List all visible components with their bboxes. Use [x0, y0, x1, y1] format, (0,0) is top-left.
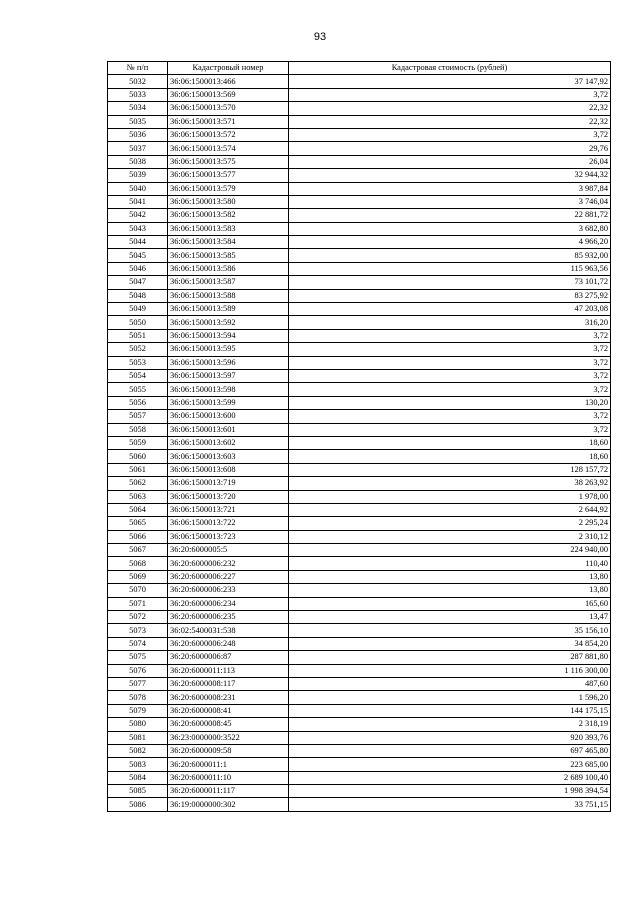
table-row	[108, 249, 611, 262]
cadastral-number-cell: 36:06:1500013:572	[168, 128, 289, 141]
cadastral-value-cell: 37 147,92	[289, 75, 611, 88]
row-number-cell: 5054	[108, 369, 168, 382]
row-number-cell: 5062	[108, 477, 168, 490]
row-number-cell: 5059	[108, 436, 168, 449]
row-number-cell: 5085	[108, 785, 168, 798]
cadastral-number-cell: 36:20:6000008:45	[168, 718, 289, 731]
table-row	[108, 785, 611, 798]
table-row	[108, 704, 611, 717]
cadastral-value-cell: 1 978,00	[289, 490, 611, 503]
cadastral-number-cell: 36:06:1500013:579	[168, 182, 289, 195]
row-number-cell: 5043	[108, 222, 168, 235]
row-number-cell: 5070	[108, 584, 168, 597]
cadastral-number-cell: 36:20:6000006:234	[168, 597, 289, 610]
cadastral-number-cell: 36:06:1500013:585	[168, 249, 289, 262]
table-row	[108, 276, 611, 289]
cadastral-value-cell: 3,72	[289, 383, 611, 396]
cadastral-value-cell: 13,80	[289, 570, 611, 583]
row-number-cell: 5077	[108, 677, 168, 690]
cadastral-number-cell: 36:06:1500013:580	[168, 195, 289, 208]
cadastral-value-cell: 920 393,76	[289, 731, 611, 744]
table-row	[108, 744, 611, 757]
table-row	[108, 142, 611, 155]
cadastral-value-cell: 3 987,84	[289, 182, 611, 195]
cadastral-value-cell: 2 310,12	[289, 530, 611, 543]
cadastral-number-cell: 36:19:0000000:302	[168, 798, 289, 811]
cadastral-value-cell: 130,20	[289, 396, 611, 409]
cadastral-value-cell: 144 175,15	[289, 704, 611, 717]
cadastral-number-cell: 36:02:5400031:538	[168, 624, 289, 637]
cadastral-number-cell: 36:06:1500013:597	[168, 369, 289, 382]
cadastral-value-cell: 128 157,72	[289, 463, 611, 476]
cadastral-number-cell: 36:06:1500013:588	[168, 289, 289, 302]
row-number-cell: 5056	[108, 396, 168, 409]
cadastral-number-cell: 36:20:6000006:233	[168, 584, 289, 597]
row-number-cell: 5049	[108, 303, 168, 316]
cadastral-number-cell: 36:06:1500013:723	[168, 530, 289, 543]
cadastral-value-cell: 110,40	[289, 557, 611, 570]
table-row	[108, 396, 611, 409]
table-row	[108, 584, 611, 597]
table-row	[108, 758, 611, 771]
cadastral-value-cell: 29,76	[289, 142, 611, 155]
row-number-cell: 5061	[108, 463, 168, 476]
row-number-cell: 5081	[108, 731, 168, 744]
table-row	[108, 517, 611, 530]
cadastral-number-cell: 36:20:6000006:235	[168, 611, 289, 624]
cadastral-number-cell: 36:06:1500013:584	[168, 236, 289, 249]
cadastral-value-cell: 3,72	[289, 410, 611, 423]
cadastral-value-cell: 224 940,00	[289, 544, 611, 557]
table-row	[108, 329, 611, 342]
table-row	[108, 303, 611, 316]
row-number-cell: 5058	[108, 423, 168, 436]
row-number-cell: 5071	[108, 597, 168, 610]
cadastral-number-cell: 36:06:1500013:598	[168, 383, 289, 396]
cadastral-value-cell: 33 751,15	[289, 798, 611, 811]
row-number-cell: 5037	[108, 142, 168, 155]
row-number-cell: 5083	[108, 758, 168, 771]
table-row	[108, 691, 611, 704]
cadastral-value-cell: 83 275,92	[289, 289, 611, 302]
row-number-cell: 5048	[108, 289, 168, 302]
cadastral-value-cell: 22,32	[289, 102, 611, 115]
table-row	[108, 771, 611, 784]
table-row	[108, 530, 611, 543]
row-number-cell: 5038	[108, 155, 168, 168]
cadastral-number-cell: 36:06:1500013:601	[168, 423, 289, 436]
table-row	[108, 718, 611, 731]
cadastral-value-cell: 35 156,10	[289, 624, 611, 637]
cadastral-value-cell: 1 596,20	[289, 691, 611, 704]
cadastral-number-cell: 36:06:1500013:582	[168, 209, 289, 222]
row-number-cell: 5045	[108, 249, 168, 262]
cadastral-value-cell: 697 465,80	[289, 744, 611, 757]
cadastral-value-cell: 22 881,72	[289, 209, 611, 222]
cadastral-value-cell: 22,32	[289, 115, 611, 128]
cadastral-number-cell: 36:06:1500013:592	[168, 316, 289, 329]
table-row	[108, 236, 611, 249]
table-row	[108, 262, 611, 275]
table-row	[108, 503, 611, 516]
table-row	[108, 169, 611, 182]
cadastral-value-cell: 3,72	[289, 329, 611, 342]
row-number-cell: 5041	[108, 195, 168, 208]
table-row	[108, 651, 611, 664]
row-number-cell: 5066	[108, 530, 168, 543]
cadastral-value-cell: 38 263,92	[289, 477, 611, 490]
row-number-cell: 5052	[108, 343, 168, 356]
row-number-cell: 5042	[108, 209, 168, 222]
row-number-cell: 5076	[108, 664, 168, 677]
table-row	[108, 463, 611, 476]
cadastral-number-cell: 36:20:6000008:41	[168, 704, 289, 717]
row-number-cell: 5068	[108, 557, 168, 570]
table-row	[108, 731, 611, 744]
cadastral-value-cell: 3,72	[289, 343, 611, 356]
row-number-cell: 5032	[108, 75, 168, 88]
cadastral-value-cell: 4 966,20	[289, 236, 611, 249]
cadastral-number-cell: 36:06:1500013:608	[168, 463, 289, 476]
table-row	[108, 436, 611, 449]
cadastral-value-cell: 165,60	[289, 597, 611, 610]
cadastral-number-cell: 36:06:1500013:571	[168, 115, 289, 128]
cadastral-value-cell: 2 689 100,40	[289, 771, 611, 784]
cadastral-value-cell: 3,72	[289, 356, 611, 369]
cadastral-value-cell: 18,60	[289, 436, 611, 449]
cadastral-number-cell: 36:06:1500013:600	[168, 410, 289, 423]
column-header-number: № п/п	[108, 62, 168, 75]
table-row	[108, 383, 611, 396]
table-row	[108, 209, 611, 222]
table-row	[108, 75, 611, 88]
page-number: 93	[313, 31, 327, 43]
cadastral-number-cell: 36:06:1500013:574	[168, 142, 289, 155]
table-row	[108, 369, 611, 382]
cadastral-number-cell: 36:20:6000011:1	[168, 758, 289, 771]
row-number-cell: 5044	[108, 236, 168, 249]
row-number-cell: 5051	[108, 329, 168, 342]
cadastral-number-cell: 36:06:1500013:602	[168, 436, 289, 449]
cadastral-value-cell: 32 944,32	[289, 169, 611, 182]
table-header-row	[108, 62, 611, 75]
cadastral-number-cell: 36:06:1500013:722	[168, 517, 289, 530]
table-row	[108, 677, 611, 690]
table-row	[108, 155, 611, 168]
row-number-cell: 5046	[108, 262, 168, 275]
cadastral-number-cell: 36:06:1500013:721	[168, 503, 289, 516]
cadastral-number-cell: 36:23:0000000:3522	[168, 731, 289, 744]
cadastral-number-cell: 36:20:6000006:248	[168, 637, 289, 650]
cadastral-value-cell: 34 854,20	[289, 637, 611, 650]
row-number-cell: 5060	[108, 450, 168, 463]
row-number-cell: 5069	[108, 570, 168, 583]
cadastral-value-cell: 47 203,08	[289, 303, 611, 316]
row-number-cell: 5084	[108, 771, 168, 784]
cadastral-number-cell: 36:20:6000008:117	[168, 677, 289, 690]
table-row	[108, 637, 611, 650]
cadastral-number-cell: 36:06:1500013:570	[168, 102, 289, 115]
cadastral-value-cell: 3,72	[289, 369, 611, 382]
cadastral-value-cell: 3 746,04	[289, 195, 611, 208]
row-number-cell: 5064	[108, 503, 168, 516]
row-number-cell: 5073	[108, 624, 168, 637]
cadastral-number-cell: 36:06:1500013:586	[168, 262, 289, 275]
cadastral-value-cell: 18,60	[289, 450, 611, 463]
table-row	[108, 343, 611, 356]
row-number-cell: 5050	[108, 316, 168, 329]
table-row	[108, 611, 611, 624]
cadastral-number-cell: 36:20:6000008:231	[168, 691, 289, 704]
table-row	[108, 664, 611, 677]
cadastral-number-cell: 36:06:1500013:596	[168, 356, 289, 369]
cadastral-value-cell: 316,20	[289, 316, 611, 329]
cadastral-value-cell: 223 685,00	[289, 758, 611, 771]
cadastral-number-cell: 36:20:6000006:87	[168, 651, 289, 664]
row-number-cell: 5082	[108, 744, 168, 757]
cadastral-value-cell: 1 998 394,54	[289, 785, 611, 798]
row-number-cell: 5063	[108, 490, 168, 503]
table-row	[108, 798, 611, 811]
cadastral-value-cell: 3 682,80	[289, 222, 611, 235]
table-row	[108, 410, 611, 423]
row-number-cell: 5067	[108, 544, 168, 557]
row-number-cell: 5034	[108, 102, 168, 115]
cadastral-number-cell: 36:20:6000006:227	[168, 570, 289, 583]
table-row	[108, 490, 611, 503]
cadastral-value-cell: 2 295,24	[289, 517, 611, 530]
cadastral-value-cell: 115 963,56	[289, 262, 611, 275]
cadastral-value-cell: 3,72	[289, 128, 611, 141]
table-row	[108, 557, 611, 570]
cadastral-number-cell: 36:06:1500013:569	[168, 88, 289, 101]
row-number-cell: 5057	[108, 410, 168, 423]
cadastral-value-cell: 287 881,80	[289, 651, 611, 664]
cadastral-number-cell: 36:06:1500013:719	[168, 477, 289, 490]
table-row	[108, 570, 611, 583]
cadastral-number-cell: 36:20:6000009:58	[168, 744, 289, 757]
row-number-cell: 5035	[108, 115, 168, 128]
table-row	[108, 316, 611, 329]
table-row	[108, 195, 611, 208]
cadastral-number-cell: 36:20:6000011:113	[168, 664, 289, 677]
cadastral-value-cell: 13,47	[289, 611, 611, 624]
row-number-cell: 5079	[108, 704, 168, 717]
cadastral-value-cell: 26,04	[289, 155, 611, 168]
row-number-cell: 5039	[108, 169, 168, 182]
row-number-cell: 5078	[108, 691, 168, 704]
cadastral-value-cell: 73 101,72	[289, 276, 611, 289]
cadastral-number-cell: 36:06:1500013:599	[168, 396, 289, 409]
row-number-cell: 5065	[108, 517, 168, 530]
row-number-cell: 5040	[108, 182, 168, 195]
cadastral-number-cell: 36:06:1500013:595	[168, 343, 289, 356]
row-number-cell: 5074	[108, 637, 168, 650]
row-number-cell: 5053	[108, 356, 168, 369]
cadastral-number-cell: 36:06:1500013:603	[168, 450, 289, 463]
table-row	[108, 423, 611, 436]
table-row	[108, 477, 611, 490]
row-number-cell: 5033	[108, 88, 168, 101]
cadastral-number-cell: 36:06:1500013:589	[168, 303, 289, 316]
cadastral-value-cell: 85 932,00	[289, 249, 611, 262]
cadastral-number-cell: 36:06:1500013:594	[168, 329, 289, 342]
cadastral-number-cell: 36:20:6000006:232	[168, 557, 289, 570]
row-number-cell: 5075	[108, 651, 168, 664]
row-number-cell: 5080	[108, 718, 168, 731]
table-row	[108, 289, 611, 302]
cadastral-value-cell: 13,80	[289, 584, 611, 597]
cadastral-number-cell: 36:06:1500013:575	[168, 155, 289, 168]
table-row	[108, 544, 611, 557]
table-row	[108, 624, 611, 637]
column-header-cadastral-number: Кадастровый номер	[168, 62, 289, 75]
table-row	[108, 222, 611, 235]
table-row	[108, 597, 611, 610]
cadastral-number-cell: 36:06:1500013:720	[168, 490, 289, 503]
cadastral-value-cell: 2 318,19	[289, 718, 611, 731]
cadastral-value-cell: 487,60	[289, 677, 611, 690]
table-row	[108, 182, 611, 195]
table-row	[108, 115, 611, 128]
cadastral-number-cell: 36:06:1500013:577	[168, 169, 289, 182]
row-number-cell: 5086	[108, 798, 168, 811]
cadastral-value-cell: 3,72	[289, 423, 611, 436]
cadastral-value-cell: 2 644,92	[289, 503, 611, 516]
cadastral-number-cell: 36:06:1500013:587	[168, 276, 289, 289]
table-row	[108, 128, 611, 141]
cadastral-value-table	[107, 61, 611, 812]
cadastral-value-cell: 1 116 300,00	[289, 664, 611, 677]
table-row	[108, 88, 611, 101]
row-number-cell: 5055	[108, 383, 168, 396]
cadastral-value-cell: 3,72	[289, 88, 611, 101]
table-row	[108, 450, 611, 463]
table-row	[108, 102, 611, 115]
row-number-cell: 5047	[108, 276, 168, 289]
cadastral-number-cell: 36:06:1500013:583	[168, 222, 289, 235]
cadastral-number-cell: 36:06:1500013:466	[168, 75, 289, 88]
row-number-cell: 5036	[108, 128, 168, 141]
cadastral-number-cell: 36:20:6000005:5	[168, 544, 289, 557]
row-number-cell: 5072	[108, 611, 168, 624]
column-header-cadastral-value: Кадастровая стоимость (рублей)	[289, 62, 611, 75]
cadastral-number-cell: 36:20:6000011:117	[168, 785, 289, 798]
cadastral-number-cell: 36:20:6000011:10	[168, 771, 289, 784]
table-row	[108, 356, 611, 369]
